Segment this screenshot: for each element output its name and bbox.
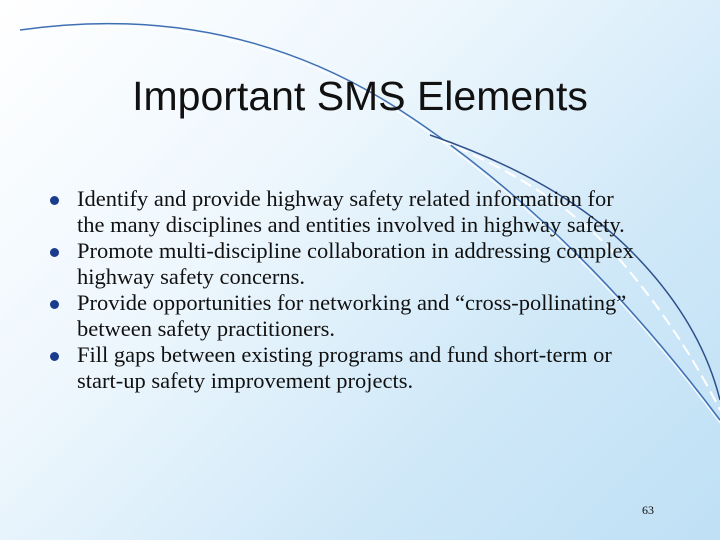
bullet-icon [50, 300, 59, 309]
bullet-item [50, 238, 640, 290]
bullet-icon [50, 352, 59, 361]
bullet-list [50, 186, 640, 394]
bullet-text: Identify and provide highway safety related information for the many disciplines and entities involved in highway safety. [77, 186, 625, 237]
bullet-item [50, 290, 640, 342]
bullet-text: Fill gaps between existing programs and fund short-term or start-up safety improvement projects. [77, 342, 612, 393]
bullet-icon [50, 248, 59, 257]
bullet-text: Provide opportunities for networking and “cross-pollinating” between safety practitioners. [77, 290, 627, 341]
slide-title: Important SMS Elements [132, 73, 588, 119]
bullet-item [50, 342, 640, 394]
bullet-item [50, 186, 640, 238]
page-number: 63 [642, 503, 654, 517]
bullet-icon [50, 196, 59, 205]
bullet-text: Promote multi-discipline collaboration in addressing complex highway safety concerns. [77, 238, 634, 289]
